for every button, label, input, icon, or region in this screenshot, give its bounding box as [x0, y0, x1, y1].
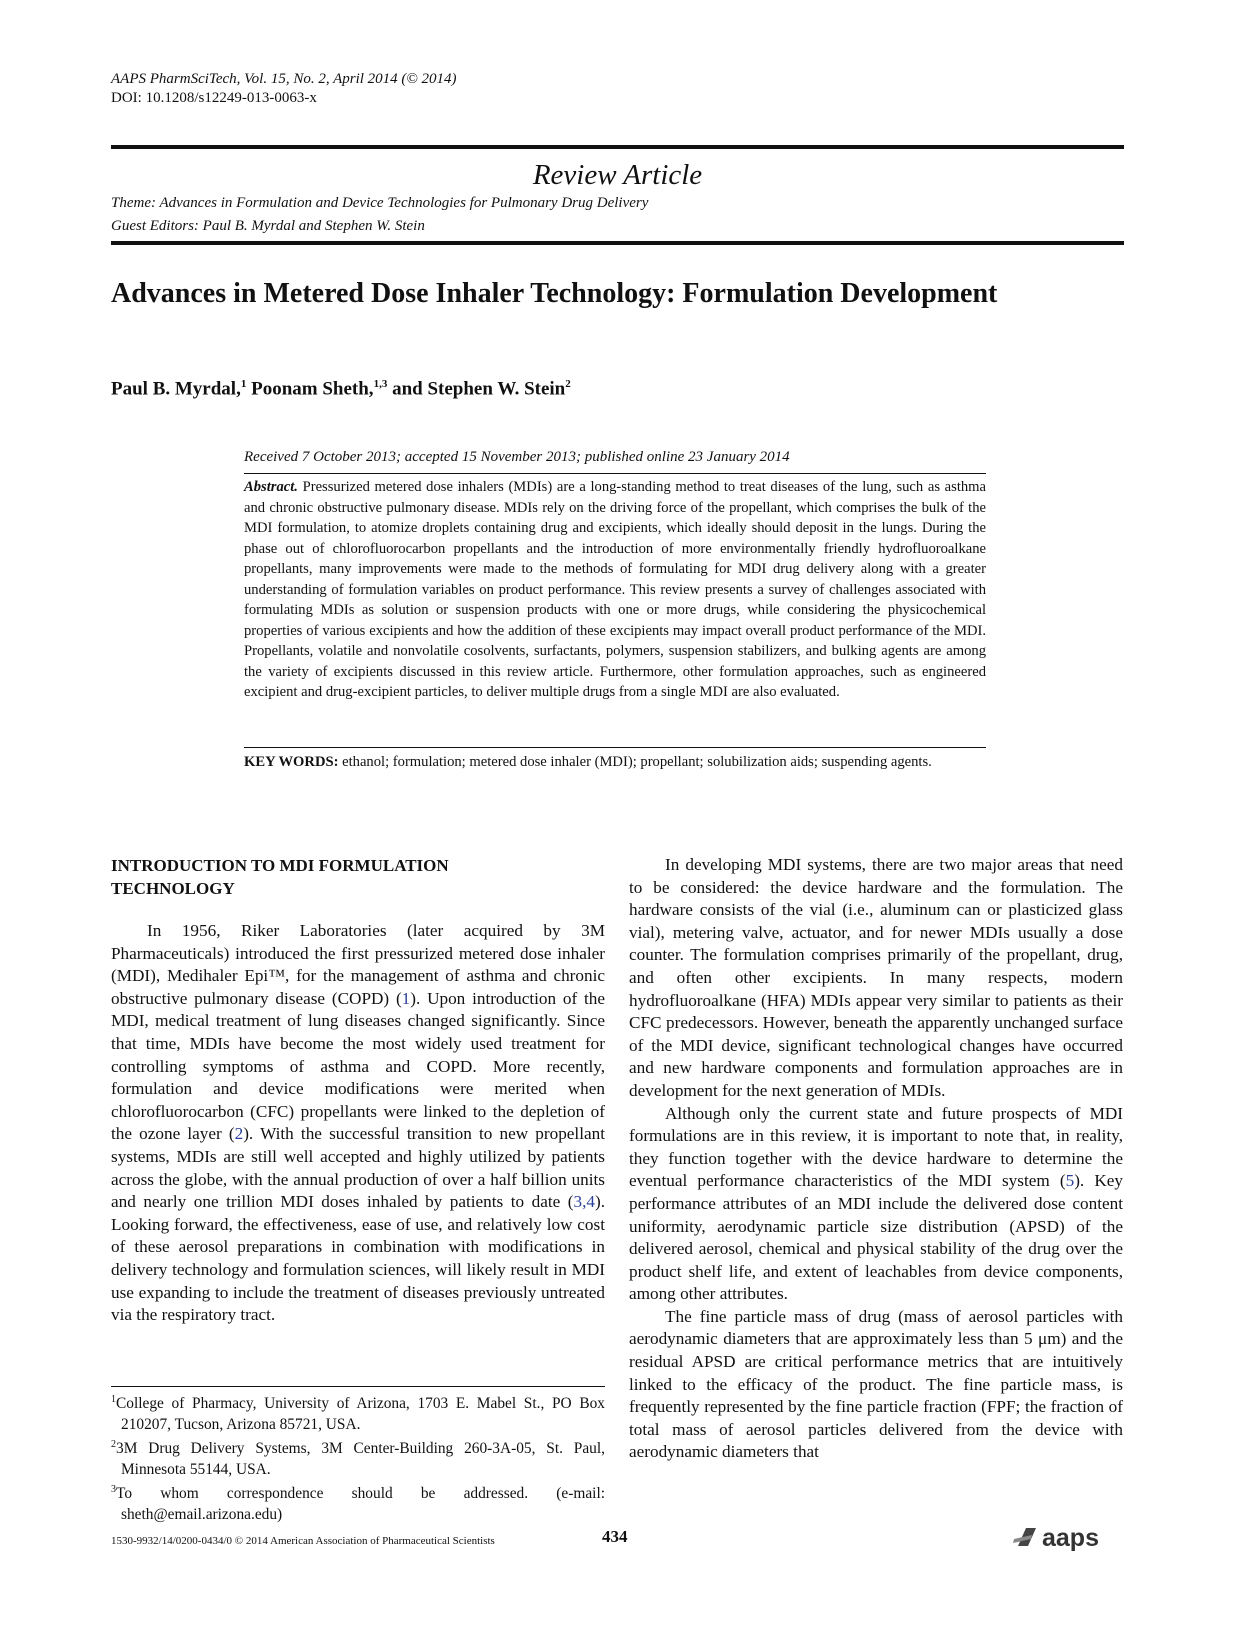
footnote [111, 1480, 605, 1525]
journal-citation: AAPS PharmSciTech, Vol. 15, No. 2, April 2014 (© 2014) [111, 71, 457, 87]
para-text: ). With the successful transition to new propellant systems, MDIs are still well accepted and highly utilized by patients across the globe, with the annual production of over a half billion units and nearly one trillion MDI doses inhaled by patients to date ( [111, 1124, 605, 1212]
author-affil: 1,3 [373, 378, 388, 390]
section-heading-line: TECHNOLOGY [111, 879, 235, 898]
theme-line: Theme: Advances in Formulation and Device Technologies for Pulmonary Drug Delivery [111, 195, 649, 211]
authors [111, 372, 571, 401]
keywords-label: KEY WORDS: [244, 754, 339, 770]
author-name: Paul B. Myrdal, [111, 378, 241, 400]
article-type: Review Article [532, 159, 703, 191]
page-number: 434 [602, 1527, 628, 1546]
footer-copyright: 1530-9932/14/0200-0434/0 © 2014 American Association of Pharmaceutical Scientists [111, 1535, 495, 1547]
citation-link[interactable]: 5 [1065, 1171, 1075, 1191]
body-paragraph [629, 1103, 1123, 1306]
keywords-text: ethanol; formulation; metered dose inhaler (MDI); propellant; solubilization aids; suspending agents. [342, 754, 932, 770]
doi: DOI: 10.1208/s12249-013-0063-x [111, 90, 317, 106]
aaps-logo [1012, 1522, 1125, 1552]
left-column-body [111, 920, 605, 1327]
footnote-marker: 3 [111, 1484, 116, 1496]
body-paragraph: In developing MDI systems, there are two major areas that need to be considered: the device hardware and the formulation. The hardware consists of the vial (i.e., aluminum can or plasticized glass vial), metering valve, actuator, and for newer MDIs usually a dose counter. The formulation comprises primarily of the propellant, drug, and often other excipients. In many respects, modern hydrofluoroalkane (HFA) MDIs appear very similar to patients as their CFC predecessors. However, beneath the apparently unchanged surface of the MDI device, significant technological changes have occurred and new hardware components and formulation approaches are in development for the next generation of MDIs. [629, 855, 1123, 1100]
aaps-logo-icon [1012, 1522, 1125, 1552]
keywords [244, 752, 986, 772]
footnotes [111, 1390, 605, 1525]
header-rule-top [111, 145, 1124, 149]
para-text: ). Looking forward, the effectiveness, ease of use, and relatively low cost of these aerosol preparations in combination with modifications in delivery technology and formulation sciences, will likely result in MDI use expanding to include the treatment of diseases previously untreated via the respiratory tract. [111, 1192, 605, 1325]
author-name: and Stephen W. Stein [392, 378, 566, 400]
author-affil: 2 [565, 378, 571, 390]
citation-link[interactable]: 1 [401, 988, 411, 1008]
abstract [244, 477, 986, 703]
guest-editors: Guest Editors: Paul B. Myrdal and Stephen W. Stein [111, 218, 425, 234]
footnote-text: College of Pharmacy, University of Arizona, 1703 E. Mabel St., PO Box 210207, Tucson, Arizona 85721, USA. [116, 1395, 605, 1433]
author-affil: 1 [240, 378, 247, 390]
body-paragraph: The fine particle mass of drug (mass of aerosol particles with aerodynamic diameters that are approximately less than 5 μm) and the residual APSD are critical performance metrics that are intuitively linked to the efficacy of the product. The fine particle mass, is frequently represented by the fine particle fraction (FPF; the fraction of total mass of aerosol particles delivered from the device with aerodynamic diameters that [629, 1306, 1123, 1462]
section-heading-line: INTRODUCTION TO MDI FORMULATION [111, 856, 449, 875]
intro-paragraph [111, 920, 605, 1327]
footnote-text: To whom correspondence should be addressed. (e-mail: sheth@email.arizona.edu) [116, 1485, 605, 1523]
abstract-rule-bottom [244, 747, 986, 748]
abstract-label: Abstract. [244, 479, 298, 495]
citation-link[interactable]: 2 [234, 1124, 244, 1144]
right-column-body [629, 854, 1123, 1464]
citation-link[interactable]: 3,4 [573, 1192, 595, 1212]
abstract-rule-top [244, 473, 986, 474]
footnote [111, 1435, 605, 1480]
section-heading [111, 854, 605, 900]
author-name: Poonam Sheth, [251, 378, 374, 400]
para-text: ). Key performance attributes of an MDI include the delivered dose content uniformity, aerodynamic particle size distribution (APSD) of the delivered aerosol, chemical and physical stability of the drug over the product shelf life, and extent of leachables from device components, among other attributes. [629, 1171, 1124, 1304]
header-rule-bottom [111, 241, 1124, 245]
logo-text: aaps [1042, 1524, 1099, 1552]
article-title: Advances in Metered Dose Inhaler Technology: Formulation Development [111, 278, 998, 309]
footnote-marker: 1 [111, 1394, 116, 1405]
footnote [111, 1390, 605, 1435]
para-text: In 1956, Riker Laboratories (later acquired by 3M Pharmaceuticals) introduced the first pressurized metered dose inhaler (MDI), Medihaler Epi™, for the management of asthma and chronic obstructive pulmonary disease (COPD) ( [111, 921, 605, 1008]
footnote-rule [111, 1386, 605, 1387]
received-dates: Received 7 October 2013; accepted 15 November 2013; published online 23 January 2014 [244, 449, 790, 465]
footnote-marker: 2 [111, 1439, 116, 1451]
abstract-text: Pressurized metered dose inhalers (MDIs) are a long-standing method to treat diseases of the lung, such as asthma and chronic obstructive pulmonary disease. MDIs rely on the driving force of the propellant, which comprises the bulk of the MDI formulation, to atomize droplets containing drug and excipients, which ideally should deposit in the lungs. During the phase out of chlorofluorocarbon propellants and the introduction of more environmentally friendly hydrofluoroalkane propellants, many improvements were made to the methods of formulating for MDI drug delivery along with a greater understanding of formulation variables on product performance. This review presents a survey of challenges associated with formulating MDIs as solution or suspension products with one or more drugs, while considering the physicochemical properties of various excipients and how the addition of these excipients may impact overall product performance of the MDI. Propellants, volatile and nonvolatile cosolvents, surfactants, polymers, suspension stabilizers, and bulking agents are among the variety of excipients discussed in this review article. Furthermore, other formulation approaches, such as engineered excipient and drug-excipient particles, to deliver multiple drugs from a single MDI are also evaluated. [244, 479, 987, 700]
para-text: ). Upon introduction of the MDI, medical treatment of lung diseases changed significantly. Since that time, MDIs have become the most widely used treatment for controlling symptoms of asthma and COPD. More recently, formulation and device modifications were merited when chlorofluorocarbon (CFC) propellants were linked to the depletion of the ozone layer ( [111, 988, 605, 1144]
para-text: Although only the current state and future prospects of MDI formulations are in this review, it is important to note that, in reality, they function together with the device hardware to determine the eventual performance characteristics of the MDI system ( [629, 1103, 1123, 1191]
footnote-text: 3M Drug Delivery Systems, 3M Center-Building 260-3A-05, St. Paul, Minnesota 55144, USA. [116, 1440, 605, 1478]
